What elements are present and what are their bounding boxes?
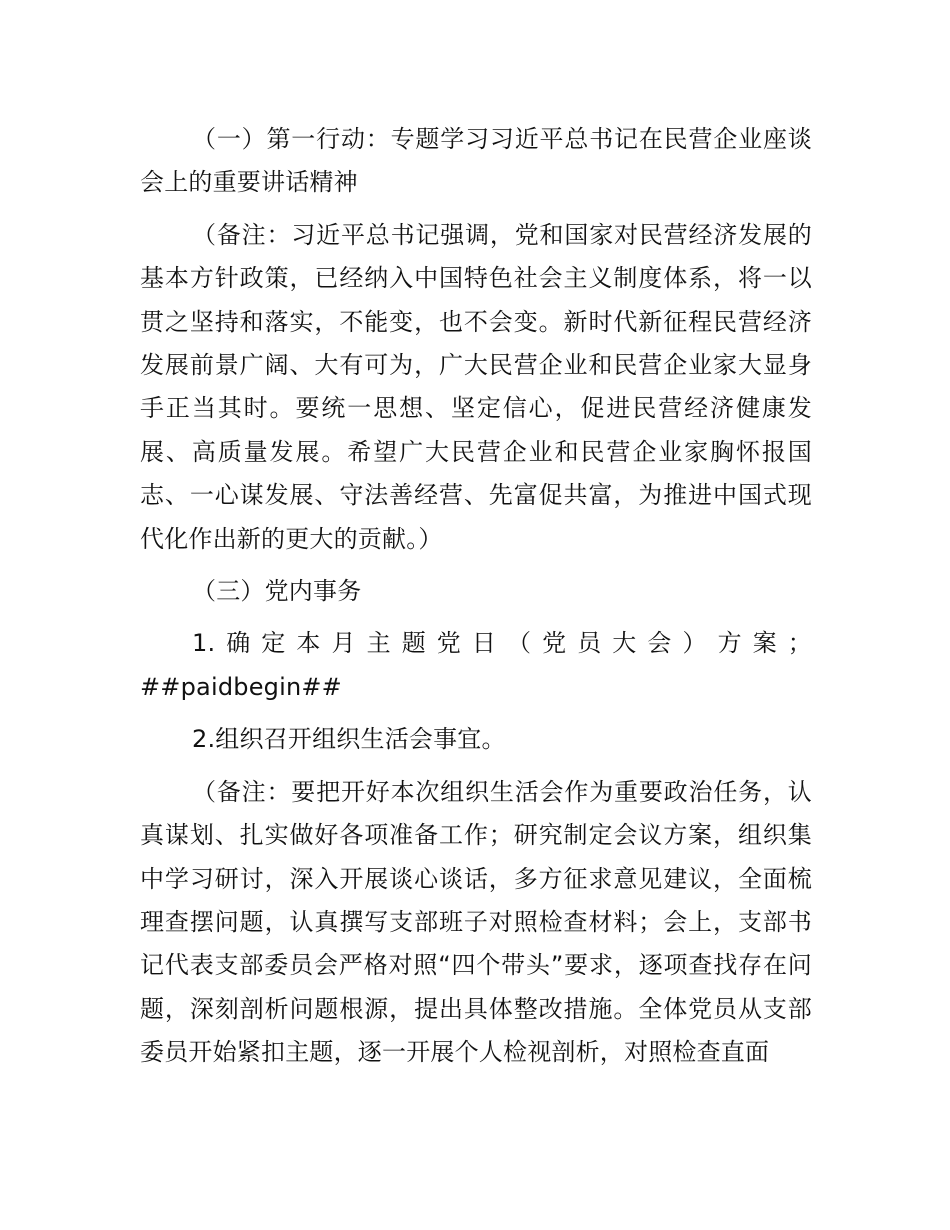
section-heading-first-action: （一）第一行动：专题学习习近平总书记在民营企业座谈会上的重要讲话精神 bbox=[140, 125, 812, 197]
document-body bbox=[140, 118, 812, 1084]
list-item-organization-meeting: 2.组织召开组织生活会事宜。 bbox=[192, 725, 506, 754]
note-paragraph-private-economy: （备注：习近平总书记强调，党和国家对民营经济发展的基本方针政策，已经纳入中国特色社会主义制度体系，将一以贯之坚持和落实，不能变，也不会变。新时代新征程民营经济发展前景广阔、大有可为，广大民营企业和民营企业家大显身手正当其时。要统一思想、坚定信心，促进民营经济健康发展、高质量发展。希望广大民营企业和民营企业家胸怀报国志、一心谋发展、守法善经营、先富促共富，为推进中国式现代化作出新的更大的贡献。） bbox=[140, 220, 812, 553]
note-paragraph-organization-meeting: （备注：要把开好本次组织生活会作为重要政治任务，认真谋划、扎实做好各项准备工作；研究制定会议方案，组织集中学习研讨，深入开展谈心谈话，多方征求意见建议，全面梳理查摆问题，认真撰写支部班子对照检查材料；会上，支部书记代表支部委员会严格对照“四个带头”要求，逐项查找存在问题，深刻剖析问题根源，提出具体整改措施。全体党员从支部委员开始紧扣主题，逐一开展个人检视剖析，对照检查直面 bbox=[140, 777, 812, 1067]
list-item-theme-party-day: 1.确定本月主题党日（党员大会）方案； bbox=[192, 629, 812, 658]
section-heading-party-affairs: （三）党内事务 bbox=[192, 577, 362, 606]
paid-marker-text: ##paidbegin## bbox=[140, 672, 342, 701]
